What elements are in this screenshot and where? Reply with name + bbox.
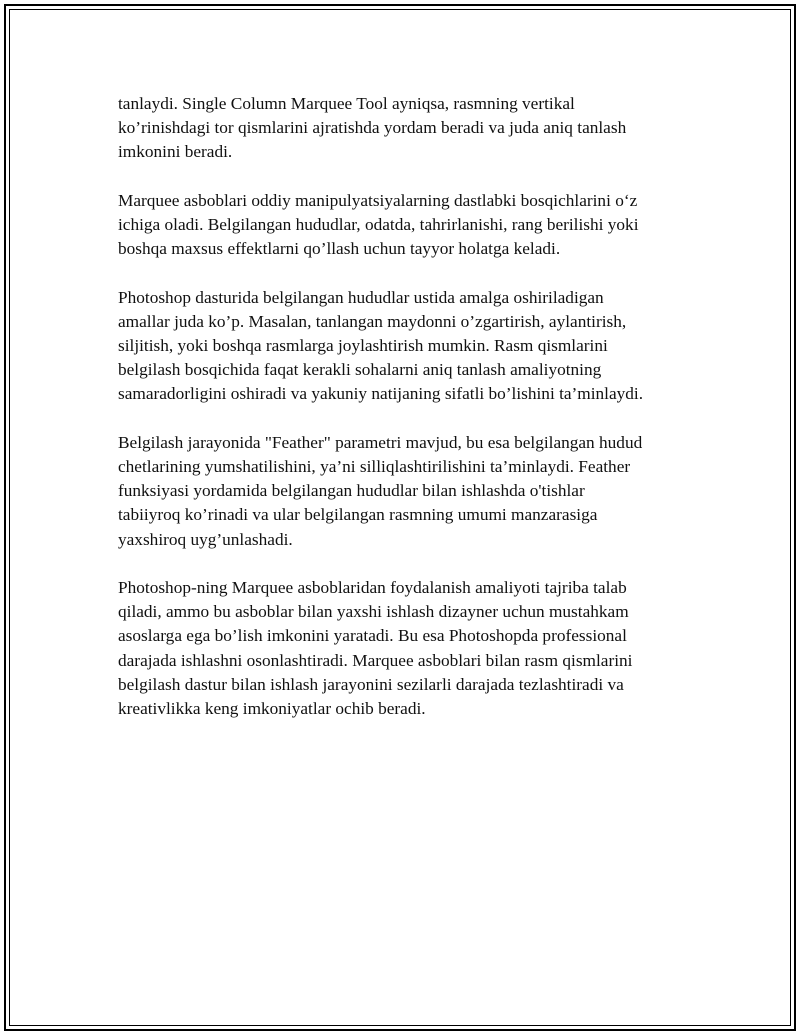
text-line: kreativlikka keng imkoniyatlar ochib beradi. (118, 699, 426, 719)
document-body (118, 92, 708, 745)
text-line: chetlarining yumshatilishini, ya’ni silliqlashtirilishini ta’minlaydi. Feather (118, 457, 631, 476)
text-line: Photoshop dasturida belgilangan hududlar ustida amalga oshiriladigan (118, 287, 604, 307)
paragraph-5 (118, 576, 708, 721)
text-line: darajada ishlashni osonlashtiradi. Marquee asboblari bilan rasm qismlarini (118, 650, 633, 670)
text-line: qiladi, ammo bu asboblar bilan yaxshi ishlash dizayner uchun mustahkam (118, 602, 629, 622)
text-line: belgilash dastur bilan ishlash jarayonini sezilarli darajada tezlashtiradi va (118, 674, 624, 694)
text-line: tabiiyroq ko’rinadi va ular belgilangan rasmning umumi manzarasiga (118, 505, 598, 525)
text-line: funksiyasi yordamida belgilangan hududlar bilan ishlashda o'tishlar (118, 481, 585, 501)
paragraph-4 (118, 431, 708, 552)
text-line: belgilash bosqichida faqat kerakli sohalarni aniq tanlash amaliyotning (118, 360, 602, 380)
text-line: siljitish, yoki boshqa rasmlarga joylashtirish mumkin. Rasm qismlarini (118, 336, 608, 355)
text-line: Marquee asboblari oddiy manipulyatsiyalarning dastlabki bosqichlarini o‘z (118, 190, 638, 210)
text-line: yaxshiroq uyg’unlashadi. (118, 529, 293, 549)
text-line: Belgilash jarayonida "Feather" parametri mavjud, bu esa belgilangan hudud (118, 432, 643, 452)
text-line: ko’rinishdagi tor qismlarini ajratishda yordam beradi va juda aniq tanlash (118, 118, 627, 138)
text-line: imkonini beradi. (118, 142, 233, 162)
text-line: samaradorligini oshiradi va yakuniy natijaning sifatli bo’lishini ta’minlaydi. (118, 384, 644, 404)
paragraph-3 (118, 286, 708, 407)
text-line: boshqa maxsus effektlarni qo’llash uchun tayyor holatga keladi. (118, 239, 561, 259)
text-line: Photoshop-ning Marquee asboblaridan foydalanish amaliyoti tajriba talab (118, 578, 627, 597)
text-line: ichiga oladi. Belgilangan hududlar, odatda, tahrirlanishi, rang berilishi yoki (118, 215, 639, 234)
text-line: amallar juda ko’p. Masalan, tanlangan maydonni o’zgartirish, aylantirish, (118, 311, 627, 331)
paragraph-2 (118, 189, 708, 262)
text-line: tanlaydi. Single Column Marquee Tool ayniqsa, rasmning vertikal (118, 94, 575, 113)
paragraph-1 (118, 92, 708, 165)
text-line: asoslarga ega bo’lish imkonini yaratadi. Bu esa Photoshopda professional (118, 626, 627, 646)
